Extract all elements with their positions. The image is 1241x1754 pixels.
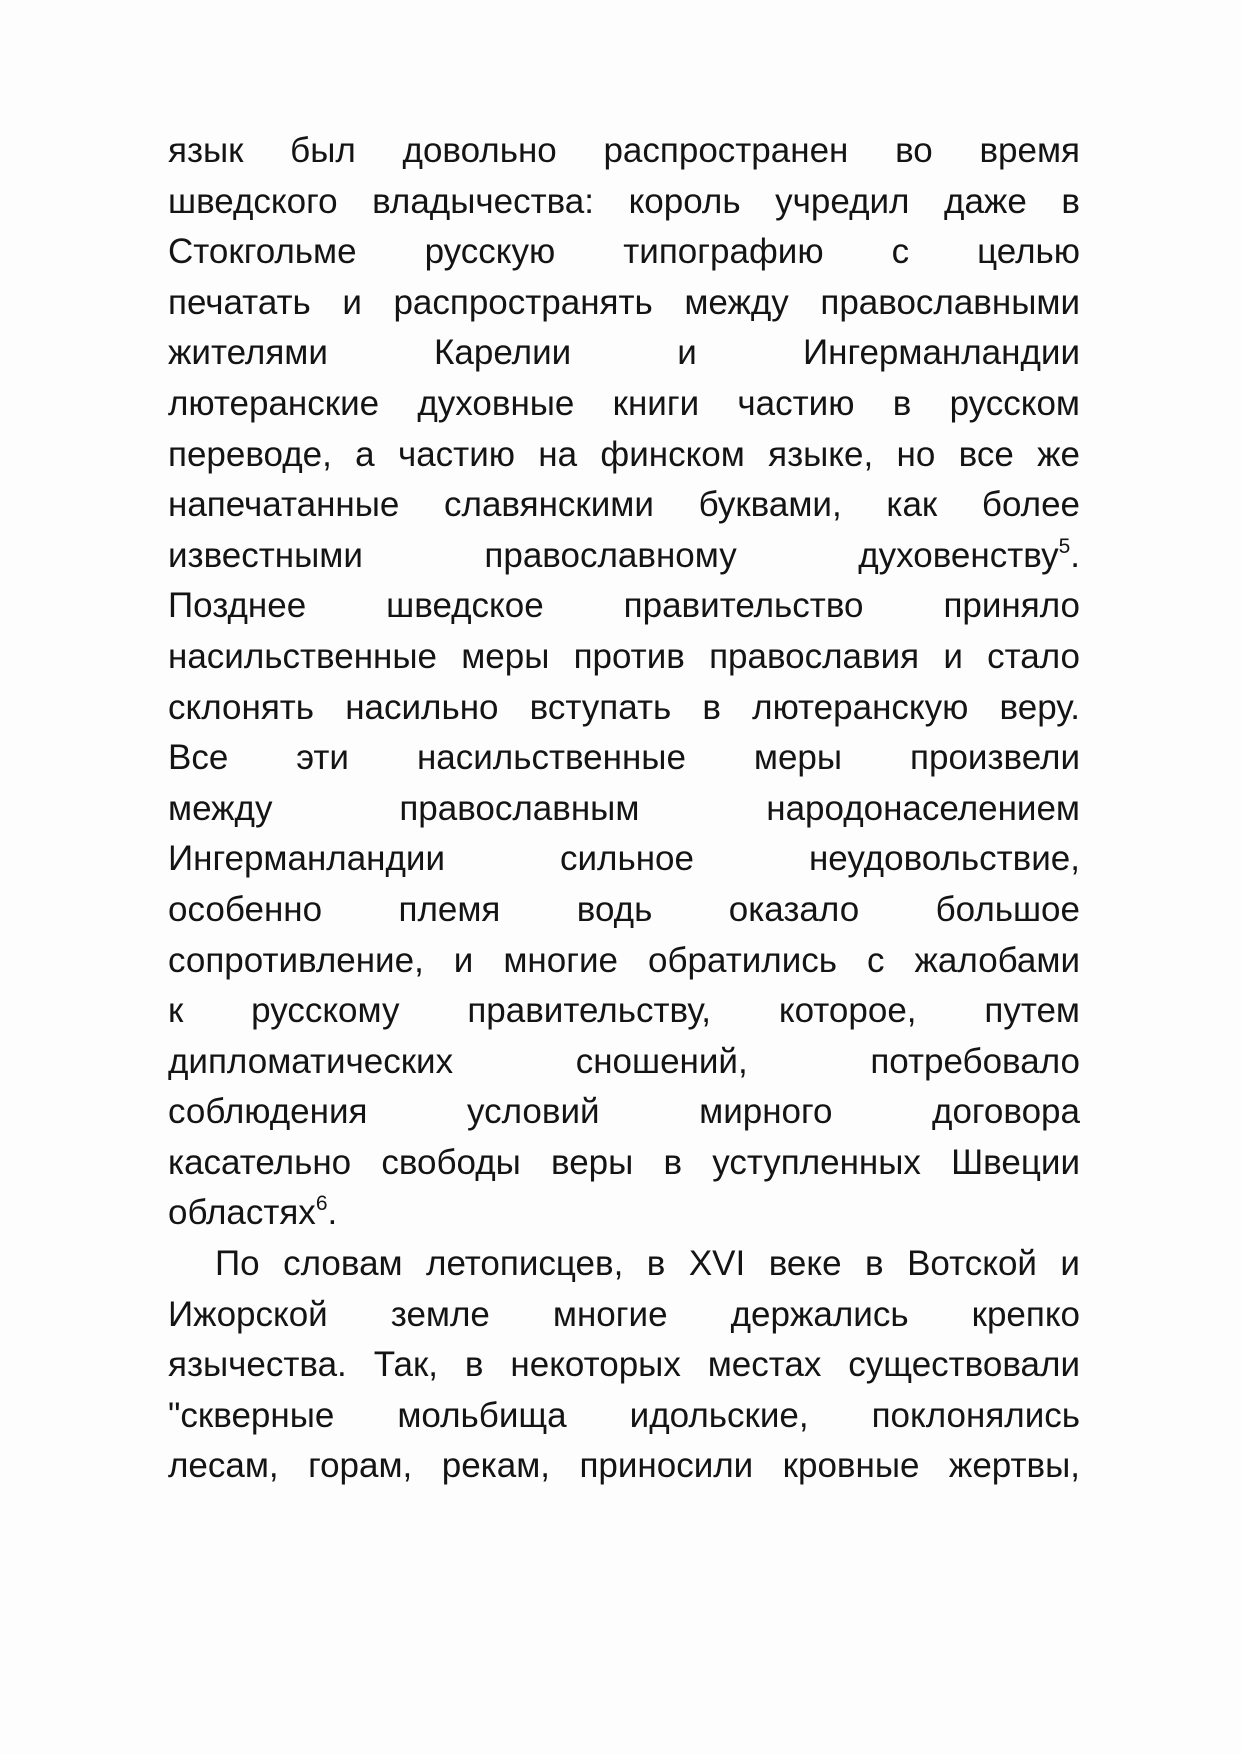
text-line: Ингерманландии сильное неудовольствие, bbox=[168, 839, 1080, 879]
text-line: переводе, а частию на финском языке, но все же bbox=[168, 434, 1080, 474]
text-line: сопротивление, и многие обратились с жалобами bbox=[168, 940, 1080, 980]
text-line: Все эти насильственные меры произвели bbox=[168, 738, 1080, 778]
text-line: особенно племя водь оказало большое bbox=[168, 889, 1080, 929]
text-line: Позднее шведское правительство приняло bbox=[168, 586, 1080, 626]
text-line: лютеранские духовные книги частию в русском bbox=[168, 383, 1080, 423]
text-line: шведского владычества: король учредил даже в bbox=[168, 181, 1080, 221]
text-segment: областях bbox=[168, 1193, 316, 1233]
text-segment: . bbox=[1070, 535, 1080, 575]
text-line: напечатанные славянскими буквами, как более bbox=[168, 485, 1080, 525]
text-line: печатать и распространять между православными bbox=[168, 282, 1080, 322]
footnote-marker-5[interactable]: 5 bbox=[1058, 534, 1071, 558]
paragraph-first-line: По словам летописцев, в XVI веке в Вотской и bbox=[215, 1244, 1080, 1284]
text-line: Стокгольме русскую типографию с целью bbox=[168, 232, 1080, 272]
text-line: насильственные меры против православия и стало bbox=[168, 636, 1080, 676]
footnote-marker-6[interactable]: 6 bbox=[315, 1192, 328, 1216]
text-line-with-footnote bbox=[168, 531, 1080, 582]
text-line-with-footnote bbox=[168, 1188, 1080, 1239]
text-line: соблюдения условий мирного договора bbox=[168, 1092, 1080, 1132]
text-line: язычества. Так, в некоторых местах существовали bbox=[168, 1345, 1080, 1385]
body-text bbox=[168, 126, 1080, 1492]
text-line: "скверные мольбища идольские, поклонялись bbox=[168, 1395, 1080, 1435]
text-line: дипломатических сношений, потребовало bbox=[168, 1041, 1080, 1081]
text-line: склонять насильно вступать в лютеранскую веру. bbox=[168, 687, 1080, 727]
text-line: между православным народонаселением bbox=[168, 788, 1080, 828]
text-line: Ижорской земле многие держались крепко bbox=[168, 1294, 1080, 1334]
text-line: язык был довольно распространен во время bbox=[168, 131, 1080, 170]
text-line: к русскому правительству, которое, путем bbox=[168, 991, 1080, 1031]
text-line: касательно свободы веры в уступленных Швеции bbox=[168, 1142, 1080, 1182]
text-line: лесам, горам, рекам, приносили кровные жертвы, bbox=[168, 1446, 1080, 1486]
text-segment: . bbox=[327, 1193, 338, 1233]
text-line: жителями Карелии и Ингерманландии bbox=[168, 333, 1080, 373]
text-segment: известными православному духовенству bbox=[168, 535, 1059, 575]
